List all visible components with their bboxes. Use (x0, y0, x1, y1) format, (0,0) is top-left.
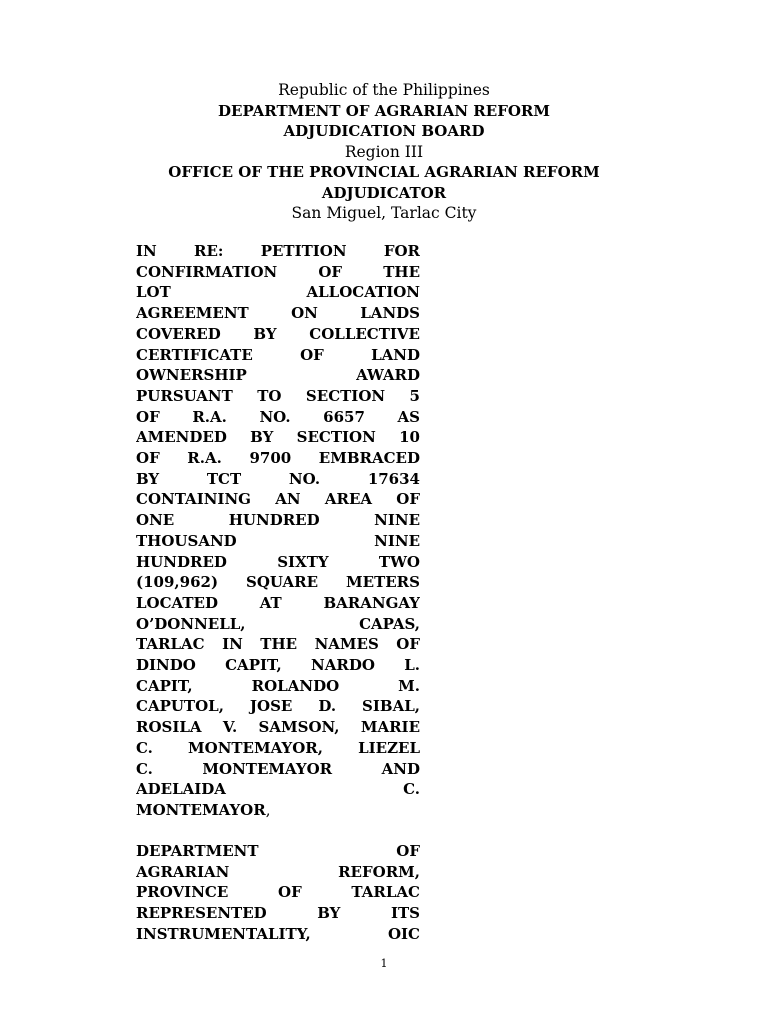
header-republic: Republic of the Philippines (278, 81, 490, 99)
header-location: San Miguel, Tarlac City (291, 204, 477, 222)
header-office-line2: ADJUDICATOR (321, 183, 447, 202)
caption-line: PURSUANT TO SECTION 5 (136, 386, 420, 405)
caption-line: OWNERSHIP AWARD (136, 366, 420, 385)
header-office-line1: OFFICE OF THE PROVINCIAL AGRARIAN REFORM (168, 163, 600, 181)
caption-line: OF R.A. 9700 EMBRACED (136, 449, 420, 468)
caption-trailing-comma: , (265, 800, 271, 819)
page-number: 1 (380, 957, 388, 970)
caption-line: AGREEMENT ON LANDS (136, 304, 420, 323)
header-region: Region III (344, 142, 424, 161)
caption-line: HUNDRED SIXTY TWO (136, 552, 420, 571)
caption-line: AMENDED BY SECTION 10 (136, 428, 420, 447)
caption-line: CONTAINING AN AREA OF (136, 490, 420, 509)
caption-line: OF R.A. NO. 6657 AS (136, 407, 420, 426)
caption-line: O’DONNELL, CAPAS, (136, 614, 420, 633)
caption-line: THOUSAND NINE (136, 531, 420, 550)
caption-line: TARLAC IN THE NAMES OF (136, 635, 420, 654)
caption-line: INSTRUMENTALITY, OIC (136, 924, 420, 943)
caption-line: (109,962) SQUARE METERS (136, 573, 420, 592)
case-caption-respondent (136, 841, 420, 945)
case-caption-in-re (136, 241, 420, 821)
caption-line: DINDO CAPIT, NARDO L. (136, 656, 420, 675)
caption-line: ADELAIDA C. (136, 780, 420, 799)
caption-line: CAPUTOL, JOSE D. SIBAL, (136, 697, 420, 716)
caption-line: C. MONTEMAYOR, LIEZEL (136, 738, 420, 757)
header-department: DEPARTMENT OF AGRARIAN REFORM (218, 101, 550, 120)
caption-line: LOCATED AT BARANGAY (136, 593, 420, 612)
caption-line: ROSILA V. SAMSON, MARIE (136, 718, 420, 737)
caption-line: DEPARTMENT OF (136, 842, 420, 860)
document-header (0, 80, 768, 224)
caption-line: AGRARIAN REFORM, (136, 862, 420, 881)
caption-line: IN RE: PETITION FOR (136, 242, 420, 260)
caption-line: BY TCT NO. 17634 (136, 469, 420, 488)
caption-line: CAPIT, ROLANDO M. (136, 676, 420, 695)
caption-line-last (136, 800, 420, 821)
caption-line: C. MONTEMAYOR AND (136, 759, 420, 778)
caption-line-text: MONTEMAYOR (136, 800, 266, 819)
caption-line: LOT ALLOCATION (136, 283, 420, 302)
caption-line: COVERED BY COLLECTIVE (136, 324, 420, 343)
caption-line: CERTIFICATE OF LAND (136, 345, 420, 364)
caption-line: REPRESENTED BY ITS (136, 904, 420, 923)
caption-line: PROVINCE OF TARLAC (136, 883, 420, 902)
caption-line: ONE HUNDRED NINE (136, 511, 420, 530)
header-board: ADJUDICATION BOARD (283, 122, 485, 140)
caption-line: CONFIRMATION OF THE (136, 262, 420, 281)
